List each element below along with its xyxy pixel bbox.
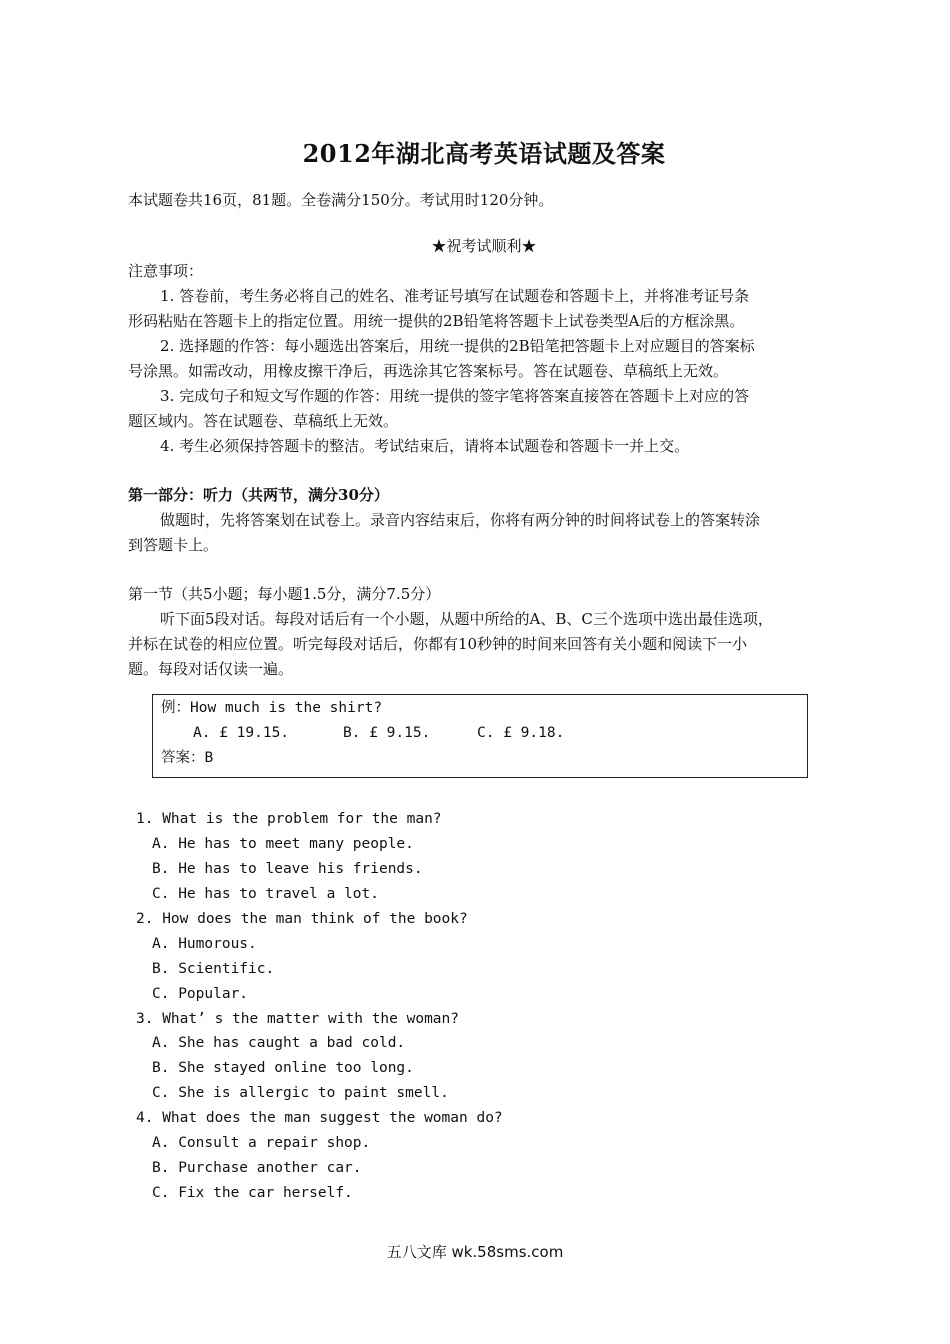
notice-line: 2. 选择题的作答：每小题选出答案后，用统一提供的2B铅笔把答题卡上对应题目的答案标 <box>160 337 755 355</box>
question-3: 3. What’ s the matter with the woman? <box>136 1011 460 1027</box>
question-3-option-c: C. She is allergic to paint smell. <box>152 1085 449 1101</box>
section1-line: 题。每段对话仅读一遍。 <box>128 660 294 678</box>
question-2-option-b: B. Scientific. <box>152 961 275 977</box>
notice-line: 4. 考生必须保持答题卡的整洁。考试结束后，请将本试题卷和答题卡一并上交。 <box>160 437 690 455</box>
footer-watermark: 五八文库 wk.58sms.com <box>386 1243 564 1261</box>
section1-heading: 第一节（共5小题；每小题1.5分，满分7.5分） <box>128 585 441 603</box>
notice-heading: 注意事项： <box>128 262 204 280</box>
question-1-option-b: B. He has to leave his friends. <box>152 861 423 877</box>
question-3-option-b: B. She stayed online too long. <box>152 1060 414 1076</box>
example-answer: 答案：B <box>161 750 214 766</box>
question-1-option-c: C. He has to travel a lot. <box>152 886 379 902</box>
question-4-option-a: A. Consult a repair shop. <box>152 1135 371 1151</box>
notice-line: 题区域内。答在试题卷、草稿纸上无效。 <box>128 412 399 430</box>
question-4: 4. What does the man suggest the woman do? <box>136 1110 503 1126</box>
example-question: 例：How much is the shirt? <box>161 700 383 716</box>
notice-line: 1. 答卷前，考生务必将自己的姓名、准考证号填写在试题卷和答题卡上，并将准考证号条 <box>160 287 750 305</box>
question-2-option-a: A. Humorous. <box>152 936 257 952</box>
section1-line: 听下面5段对话。每段对话后有一个小题，从题中所给的A、B、C三个选项中选出最佳选项， <box>160 610 773 628</box>
part1-heading: 第一部分：听力（共两节，满分30分） <box>128 486 389 504</box>
wish-text: ★祝考试顺利★ <box>431 237 537 255</box>
example-box <box>152 694 808 778</box>
example-option-c: C. £ 9.18. <box>477 725 565 741</box>
part1-line: 做题时，先将答案划在试卷上。录音内容结束后，你将有两分钟的时间将试卷上的答案转涂 <box>160 511 761 529</box>
question-4-option-c: C. Fix the car herself. <box>152 1185 353 1201</box>
notice-line: 号涂黑。如需改动，用橡皮擦干净后，再选涂其它答案标号。答在试题卷、草稿纸上无效。 <box>128 362 729 380</box>
document-title: 2012年湖北高考英语试题及答案 <box>302 139 666 168</box>
example-option-a: A. £ 19.15. <box>193 725 290 741</box>
question-3-option-a: A. She has caught a bad cold. <box>152 1035 406 1051</box>
question-1: 1. What is the problem for the man? <box>136 811 442 827</box>
part1-line: 到答题卡上。 <box>128 536 219 554</box>
notice-line: 3. 完成句子和短文写作题的作答：用统一提供的签字笔将答案直接答在答题卡上对应的答 <box>160 387 750 405</box>
intro-text: 本试题卷共16页，81题。全卷满分150分。考试用时120分钟。 <box>128 191 554 209</box>
question-4-option-b: B. Purchase another car. <box>152 1160 362 1176</box>
notice-line: 形码粘贴在答题卡上的指定位置。用统一提供的2B铅笔将答题卡上试卷类型A后的方框涂黑。 <box>128 312 745 330</box>
question-2-option-c: C. Popular. <box>152 986 249 1002</box>
example-option-b: B. £ 9.15. <box>343 725 431 741</box>
question-1-option-a: A. He has to meet many people. <box>152 836 414 852</box>
question-2: 2. How does the man think of the book? <box>136 911 468 927</box>
section1-line: 并标在试卷的相应位置。听完每段对话后，你都有10秒钟的时间来回答有关小题和阅读下一小 <box>128 635 748 653</box>
